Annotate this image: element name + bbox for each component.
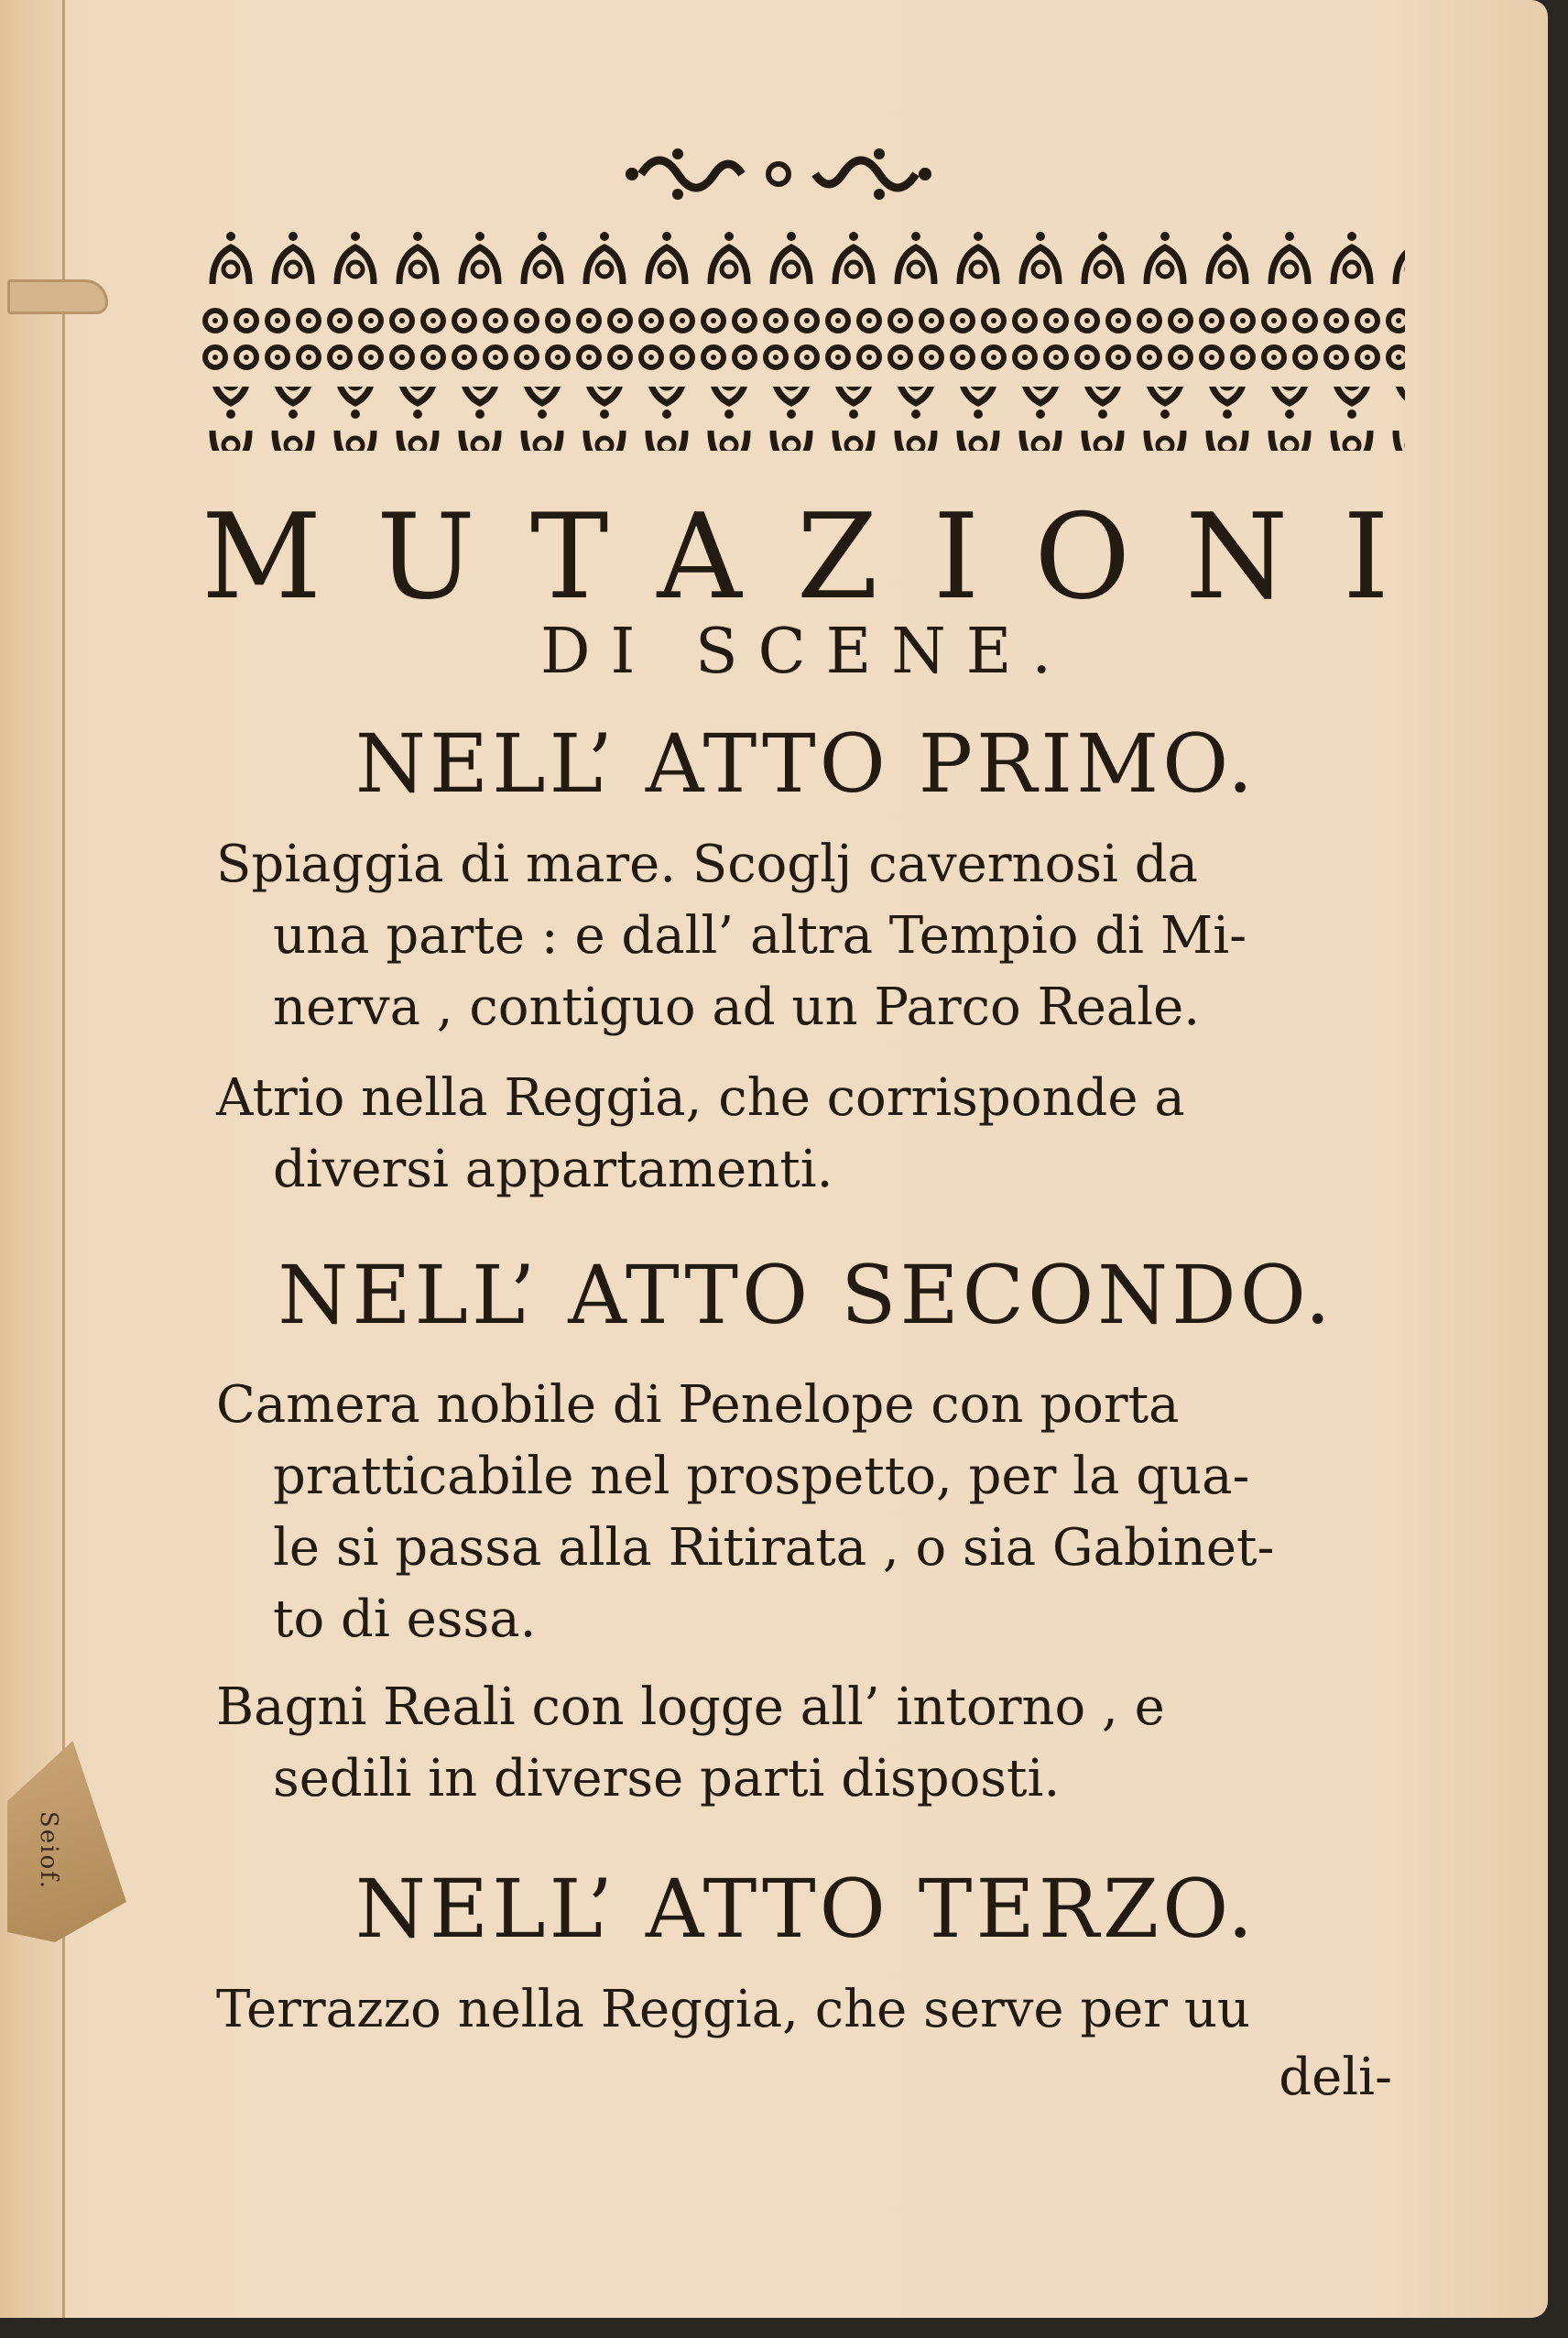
scene-description	[216, 1974, 1416, 2046]
decorative-band-icon	[200, 229, 1405, 458]
scene-line: Bagni Reali con logge all’ intorno , e	[216, 1677, 1165, 1737]
gutter	[62, 0, 64, 2318]
scene-description	[216, 1063, 1416, 1206]
scene-description	[216, 1370, 1416, 1655]
act-heading-primo: NELL’ ATTO PRIMO.	[354, 716, 1258, 811]
scene-line: Atrio nella Reggia, che corrisponde a	[216, 1068, 1185, 1128]
binding-tear	[7, 279, 108, 314]
page-subtitle: DI SCENE.	[539, 616, 1072, 688]
scene-line: pratticabile nel prospetto, per la qua-	[273, 1447, 1250, 1506]
scene-line: Camera nobile di Penelope con porta	[216, 1375, 1180, 1435]
scene-line: Terrazzo nella Reggia, che serve per uu	[216, 1980, 1250, 2039]
catchword: deli-	[1279, 2048, 1392, 2107]
scene-line: sedili in diverse parti disposti.	[273, 1749, 1061, 1808]
scene-line: una parte : e dall’ altra Tempio di Mi-	[273, 906, 1247, 966]
scene-line: Spiaggia di mare. Scoglj cavernosi da	[216, 835, 1198, 894]
scene-description	[216, 1672, 1416, 1815]
scene-line: to di essa.	[273, 1590, 537, 1649]
scene-line: le si passa alla Ritirata , o sia Gabinet-	[273, 1518, 1275, 1578]
act-heading-secondo: NELL’ ATTO SECONDO.	[278, 1248, 1334, 1342]
facing-page-edge	[0, 0, 65, 2318]
tab-label: Seiof.	[35, 1810, 63, 1891]
page-title: MUTAZIONI	[201, 489, 1444, 626]
head-ornament-icon	[604, 137, 953, 211]
act-heading-terzo: NELL’ ATTO TERZO.	[354, 1862, 1258, 1956]
scene-description	[216, 829, 1416, 1043]
scene-line: nerva , contiguo ad un Parco Reale.	[273, 978, 1201, 1037]
scene-line: diversi appartamenti.	[273, 1140, 833, 1199]
